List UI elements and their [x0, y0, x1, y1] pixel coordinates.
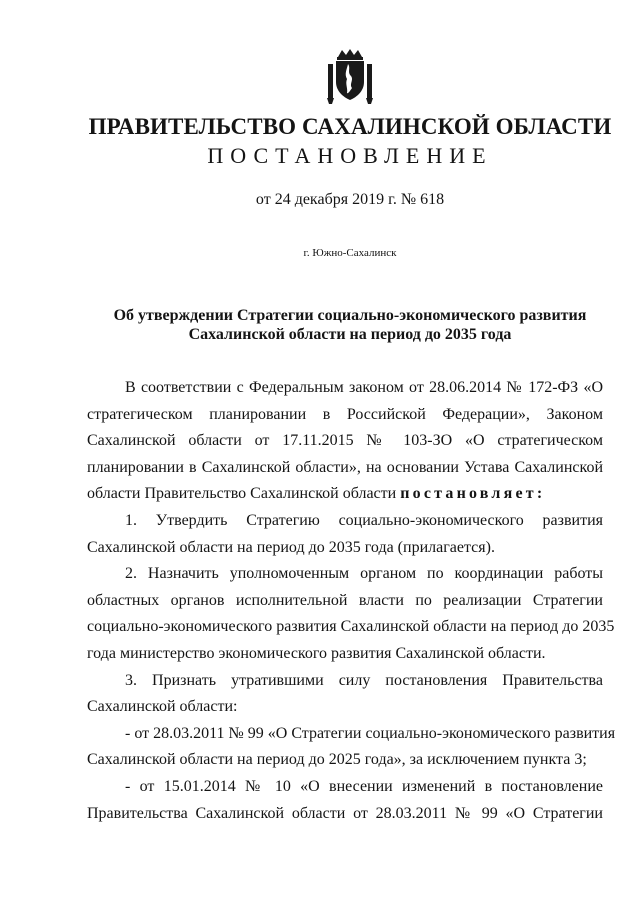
item-3-line: 3. Признать утратившими силу постановления Правительства	[125, 671, 603, 689]
document-date-number: от 24 декабря 2019 г. № 618	[255, 191, 445, 208]
decree-keyword: постановляет:	[400, 485, 546, 503]
item-2-line: года министерство экономического развития Сахалинской области.	[87, 644, 546, 662]
document-type: ПОСТАНОВЛЕНИЕ	[207, 143, 493, 168]
document-subject	[0, 306, 640, 344]
subject-line: Об утверждении Стратегии социально-экономического развития	[113, 307, 587, 324]
subject-line: Сахалинской области на период до 2035 года	[188, 326, 512, 343]
repealed-decree-line: Правительства Сахалинской области от 28.03.2011 № 99 «О Стратегии	[87, 804, 603, 822]
repealed-decree-line: - от 15.01.2014 № 10 «О внесении изменений в постановление	[125, 777, 603, 795]
item-2-line: 2. Назначить уполномоченным органом по координации работы	[125, 565, 603, 583]
item-1-line: 1. Утвердить Стратегию социально-экономического развития	[125, 511, 603, 529]
item-2-line: социально-экономического развития Сахалинской области на период до 2035	[87, 618, 615, 636]
item-1-line: Сахалинской области на период до 2035 года (прилагается).	[87, 538, 495, 556]
sakhalin-coat-of-arms-icon	[326, 48, 374, 106]
document-body	[87, 375, 616, 827]
document-city: г. Южно-Сахалинск	[303, 247, 397, 259]
item-2-line: областных органов исполнительной власти по реализации Стратегии	[87, 591, 603, 609]
repealed-decree-line: - от 28.03.2011 № 99 «О Стратегии социально-экономического развития	[125, 724, 616, 742]
preamble-text: области Правительство Сахалинской области	[87, 485, 401, 503]
body-line: стратегическом планировании в Российской Федерации», Законом	[87, 405, 603, 423]
item-3-line: Сахалинской области:	[87, 698, 238, 716]
body-line: В соответствии с Федеральным законом от 28.06.2014 № 172-ФЗ «О	[125, 379, 603, 396]
government-title: ПРАВИТЕЛЬСТВО САХАЛИНСКОЙ ОБЛАСТИ	[88, 114, 612, 139]
body-line: Сахалинской области от 17.11.2015 № 103-ЗО «О стратегическом	[87, 432, 603, 450]
repealed-decree-line: Сахалинской области на период до 2025 года», за исключением пункта 3;	[87, 751, 587, 769]
body-line: планировании в Сахалинской области», на основании Устава Сахалинской	[87, 458, 603, 476]
body-line	[87, 481, 603, 508]
